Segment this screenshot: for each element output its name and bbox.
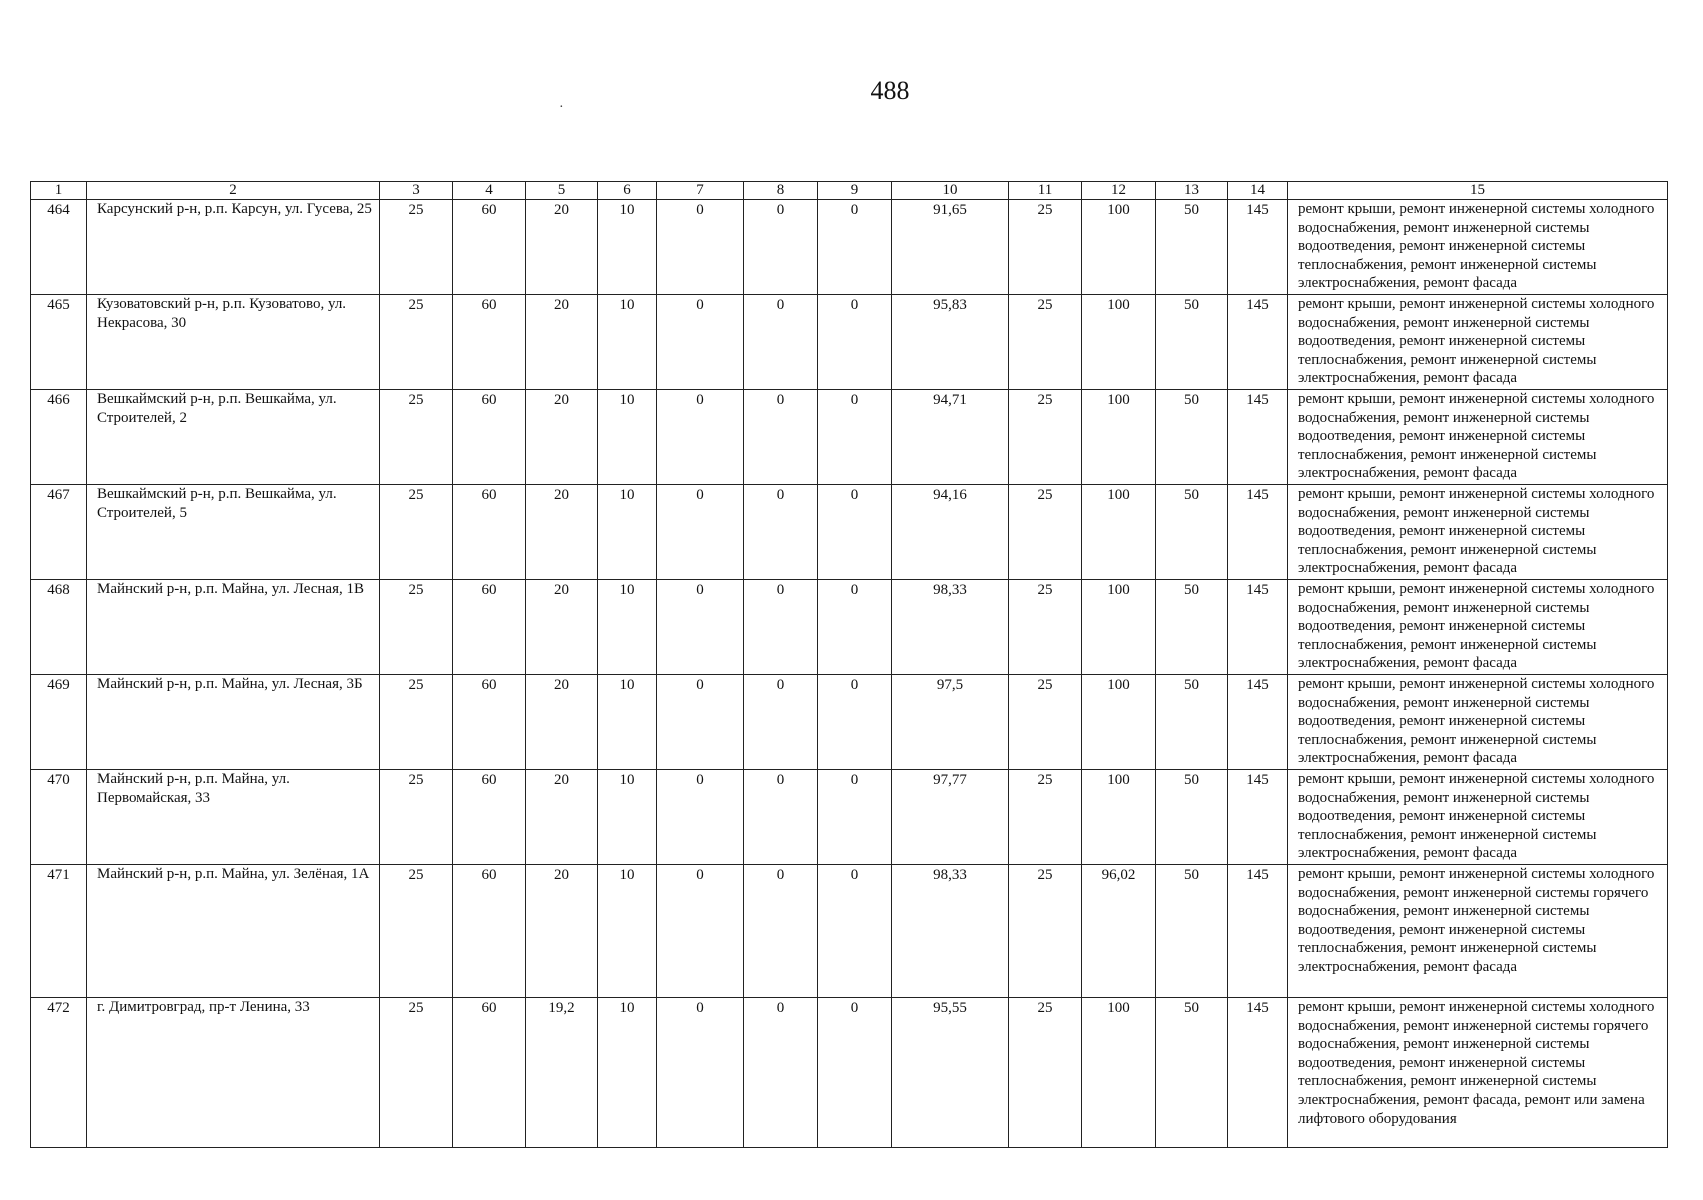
row-number: 471 bbox=[31, 865, 87, 998]
value-cell: 20 bbox=[526, 770, 598, 865]
value-cell: 60 bbox=[453, 675, 526, 770]
works-cell: ремонт крыши, ремонт инженерной системы холодного водоснабжения, ремонт инженерной системы водоотведения, ремонт инженерной системы теплоснабжения, ремонт инженерной системы электроснабжения, ремонт фасада bbox=[1288, 485, 1668, 580]
value-cell: 10 bbox=[598, 770, 657, 865]
value-cell: 145 bbox=[1228, 295, 1288, 390]
value-cell: 0 bbox=[657, 675, 744, 770]
value-cell: 10 bbox=[598, 675, 657, 770]
value-cell: 98,33 bbox=[892, 580, 1009, 675]
value-cell: 25 bbox=[1009, 390, 1082, 485]
row-number: 465 bbox=[31, 295, 87, 390]
column-header: 6 bbox=[598, 182, 657, 200]
value-cell: 10 bbox=[598, 295, 657, 390]
works-cell: ремонт крыши, ремонт инженерной системы холодного водоснабжения, ремонт инженерной системы водоотведения, ремонт инженерной системы теплоснабжения, ремонт инженерной системы электроснабжения, ремонт фасада bbox=[1288, 200, 1668, 295]
column-header: 4 bbox=[453, 182, 526, 200]
address-cell: Майнский р-н, р.п. Майна, ул. Лесная, 3Б bbox=[87, 675, 380, 770]
value-cell: 100 bbox=[1082, 390, 1156, 485]
column-header: 11 bbox=[1009, 182, 1082, 200]
value-cell: 25 bbox=[1009, 200, 1082, 295]
page-number: 488 bbox=[870, 76, 910, 105]
value-cell: 145 bbox=[1228, 485, 1288, 580]
works-cell: ремонт крыши, ремонт инженерной системы холодного водоснабжения, ремонт инженерной системы водоотведения, ремонт инженерной системы теплоснабжения, ремонт инженерной системы электроснабжения, ремонт фасада bbox=[1288, 295, 1668, 390]
value-cell: 50 bbox=[1156, 675, 1228, 770]
value-cell: 0 bbox=[657, 390, 744, 485]
value-cell: 60 bbox=[453, 485, 526, 580]
value-cell: 0 bbox=[744, 865, 818, 998]
value-cell: 145 bbox=[1228, 865, 1288, 998]
value-cell: 60 bbox=[453, 998, 526, 1148]
value-cell: 60 bbox=[453, 580, 526, 675]
column-header: 14 bbox=[1228, 182, 1288, 200]
value-cell: 20 bbox=[526, 295, 598, 390]
table-row bbox=[31, 865, 1668, 998]
row-number: 470 bbox=[31, 770, 87, 865]
address-cell: Майнский р-н, р.п. Майна, ул. Лесная, 1В bbox=[87, 580, 380, 675]
value-cell: 97,5 bbox=[892, 675, 1009, 770]
value-cell: 95,55 bbox=[892, 998, 1009, 1148]
works-cell: ремонт крыши, ремонт инженерной системы холодного водоснабжения, ремонт инженерной системы водоотведения, ремонт инженерной системы теплоснабжения, ремонт инженерной системы электроснабжения, ремонт фасада bbox=[1288, 580, 1668, 675]
address-cell: Майнский р-н, р.п. Майна, ул. Зелёная, 1А bbox=[87, 865, 380, 998]
value-cell: 60 bbox=[453, 865, 526, 998]
address-cell: Карсунский р-н, р.п. Карсун, ул. Гусева, 25 bbox=[87, 200, 380, 295]
column-header: 3 bbox=[380, 182, 453, 200]
value-cell: 94,16 bbox=[892, 485, 1009, 580]
value-cell: 0 bbox=[818, 390, 892, 485]
register-table bbox=[30, 181, 1668, 1148]
value-cell: 0 bbox=[744, 485, 818, 580]
value-cell: 100 bbox=[1082, 485, 1156, 580]
value-cell: 0 bbox=[744, 200, 818, 295]
value-cell: 0 bbox=[744, 998, 818, 1148]
value-cell: 10 bbox=[598, 485, 657, 580]
value-cell: 50 bbox=[1156, 770, 1228, 865]
value-cell: 60 bbox=[453, 295, 526, 390]
value-cell: 91,65 bbox=[892, 200, 1009, 295]
table-row bbox=[31, 998, 1668, 1148]
value-cell: 25 bbox=[380, 295, 453, 390]
value-cell: 100 bbox=[1082, 295, 1156, 390]
value-cell: 60 bbox=[453, 390, 526, 485]
value-cell: 0 bbox=[744, 770, 818, 865]
column-header: 15 bbox=[1288, 182, 1668, 200]
value-cell: 145 bbox=[1228, 675, 1288, 770]
value-cell: 0 bbox=[818, 200, 892, 295]
value-cell: 0 bbox=[818, 770, 892, 865]
column-header: 8 bbox=[744, 182, 818, 200]
column-header: 13 bbox=[1156, 182, 1228, 200]
value-cell: 20 bbox=[526, 200, 598, 295]
value-cell: 96,02 bbox=[1082, 865, 1156, 998]
value-cell: 25 bbox=[1009, 295, 1082, 390]
value-cell: 25 bbox=[1009, 770, 1082, 865]
table-row bbox=[31, 675, 1668, 770]
value-cell: 50 bbox=[1156, 485, 1228, 580]
value-cell: 0 bbox=[657, 998, 744, 1148]
value-cell: 25 bbox=[1009, 998, 1082, 1148]
row-number: 469 bbox=[31, 675, 87, 770]
value-cell: 0 bbox=[657, 580, 744, 675]
value-cell: 0 bbox=[744, 675, 818, 770]
table-row bbox=[31, 485, 1668, 580]
works-cell: ремонт крыши, ремонт инженерной системы холодного водоснабжения, ремонт инженерной системы водоотведения, ремонт инженерной системы теплоснабжения, ремонт инженерной системы электроснабжения, ремонт фасада bbox=[1288, 390, 1668, 485]
row-number: 468 bbox=[31, 580, 87, 675]
value-cell: 0 bbox=[657, 295, 744, 390]
column-header: 10 bbox=[892, 182, 1009, 200]
value-cell: 0 bbox=[818, 998, 892, 1148]
row-number: 466 bbox=[31, 390, 87, 485]
address-cell: Вешкаймский р-н, р.п. Вешкайма, ул. Строителей, 5 bbox=[87, 485, 380, 580]
row-number: 464 bbox=[31, 200, 87, 295]
table-row bbox=[31, 770, 1668, 865]
value-cell: 25 bbox=[1009, 485, 1082, 580]
value-cell: 25 bbox=[380, 998, 453, 1148]
value-cell: 10 bbox=[598, 390, 657, 485]
value-cell: 25 bbox=[380, 865, 453, 998]
value-cell: 145 bbox=[1228, 200, 1288, 295]
value-cell: 0 bbox=[744, 580, 818, 675]
address-cell: г. Димитровград, пр-т Ленина, 33 bbox=[87, 998, 380, 1148]
value-cell: 50 bbox=[1156, 200, 1228, 295]
column-header: 12 bbox=[1082, 182, 1156, 200]
value-cell: 10 bbox=[598, 865, 657, 998]
value-cell: 98,33 bbox=[892, 865, 1009, 998]
value-cell: 50 bbox=[1156, 865, 1228, 998]
value-cell: 25 bbox=[380, 770, 453, 865]
row-number: 472 bbox=[31, 998, 87, 1148]
column-header: 9 bbox=[818, 182, 892, 200]
value-cell: 97,77 bbox=[892, 770, 1009, 865]
value-cell: 0 bbox=[818, 485, 892, 580]
value-cell: 0 bbox=[657, 200, 744, 295]
works-cell: ремонт крыши, ремонт инженерной системы холодного водоснабжения, ремонт инженерной системы горячего водоснабжения, ремонт инженерной системы водоотведения, ремонт инженерной системы теплоснабжения, ремонт инженерной системы электроснабжения, ремонт фасада, ремонт или замена лифтового оборудования bbox=[1288, 998, 1668, 1148]
value-cell: 25 bbox=[380, 390, 453, 485]
value-cell: 60 bbox=[453, 200, 526, 295]
value-cell: 0 bbox=[744, 390, 818, 485]
value-cell: 50 bbox=[1156, 390, 1228, 485]
works-cell: ремонт крыши, ремонт инженерной системы холодного водоснабжения, ремонт инженерной системы водоотведения, ремонт инженерной системы теплоснабжения, ремонт инженерной системы электроснабжения, ремонт фасада bbox=[1288, 675, 1668, 770]
value-cell: 25 bbox=[1009, 580, 1082, 675]
value-cell: 100 bbox=[1082, 675, 1156, 770]
scan-speck: · bbox=[559, 100, 564, 115]
value-cell: 20 bbox=[526, 675, 598, 770]
column-header: 1 bbox=[31, 182, 87, 200]
value-cell: 10 bbox=[598, 580, 657, 675]
column-header: 5 bbox=[526, 182, 598, 200]
value-cell: 60 bbox=[453, 770, 526, 865]
value-cell: 0 bbox=[744, 295, 818, 390]
value-cell: 0 bbox=[657, 865, 744, 998]
value-cell: 25 bbox=[1009, 865, 1082, 998]
works-cell: ремонт крыши, ремонт инженерной системы холодного водоснабжения, ремонт инженерной системы водоотведения, ремонт инженерной системы теплоснабжения, ремонт инженерной системы электроснабжения, ремонт фасада bbox=[1288, 770, 1668, 865]
value-cell: 25 bbox=[1009, 675, 1082, 770]
value-cell: 25 bbox=[380, 580, 453, 675]
value-cell: 20 bbox=[526, 390, 598, 485]
value-cell: 0 bbox=[818, 865, 892, 998]
table-row bbox=[31, 580, 1668, 675]
value-cell: 145 bbox=[1228, 998, 1288, 1148]
value-cell: 145 bbox=[1228, 770, 1288, 865]
value-cell: 0 bbox=[657, 770, 744, 865]
value-cell: 50 bbox=[1156, 295, 1228, 390]
address-cell: Майнский р-н, р.п. Майна, ул. Первомайская, 33 bbox=[87, 770, 380, 865]
works-cell: ремонт крыши, ремонт инженерной системы холодного водоснабжения, ремонт инженерной системы горячего водоснабжения, ремонт инженерной системы водоотведения, ремонт инженерной системы теплоснабжения, ремонт инженерной системы электроснабжения, ремонт фасада bbox=[1288, 865, 1668, 998]
address-cell: Кузоватовский р-н, р.п. Кузоватово, ул. Некрасова, 30 bbox=[87, 295, 380, 390]
value-cell: 0 bbox=[818, 675, 892, 770]
address-cell: Вешкаймский р-н, р.п. Вешкайма, ул. Строителей, 2 bbox=[87, 390, 380, 485]
column-header: 2 bbox=[87, 182, 380, 200]
value-cell: 20 bbox=[526, 580, 598, 675]
value-cell: 25 bbox=[380, 485, 453, 580]
value-cell: 50 bbox=[1156, 580, 1228, 675]
table-row bbox=[31, 200, 1668, 295]
value-cell: 145 bbox=[1228, 390, 1288, 485]
table-row bbox=[31, 390, 1668, 485]
value-cell: 94,71 bbox=[892, 390, 1009, 485]
row-number: 467 bbox=[31, 485, 87, 580]
value-cell: 0 bbox=[818, 295, 892, 390]
value-cell: 100 bbox=[1082, 770, 1156, 865]
value-cell: 10 bbox=[598, 998, 657, 1148]
value-cell: 10 bbox=[598, 200, 657, 295]
value-cell: 50 bbox=[1156, 998, 1228, 1148]
value-cell: 145 bbox=[1228, 580, 1288, 675]
value-cell: 20 bbox=[526, 485, 598, 580]
header-row bbox=[31, 182, 1668, 200]
value-cell: 100 bbox=[1082, 998, 1156, 1148]
column-header: 7 bbox=[657, 182, 744, 200]
value-cell: 20 bbox=[526, 865, 598, 998]
value-cell: 25 bbox=[380, 200, 453, 295]
value-cell: 100 bbox=[1082, 200, 1156, 295]
value-cell: 19,2 bbox=[526, 998, 598, 1148]
value-cell: 100 bbox=[1082, 580, 1156, 675]
value-cell: 25 bbox=[380, 675, 453, 770]
table-row bbox=[31, 295, 1668, 390]
value-cell: 0 bbox=[818, 580, 892, 675]
value-cell: 95,83 bbox=[892, 295, 1009, 390]
value-cell: 0 bbox=[657, 485, 744, 580]
